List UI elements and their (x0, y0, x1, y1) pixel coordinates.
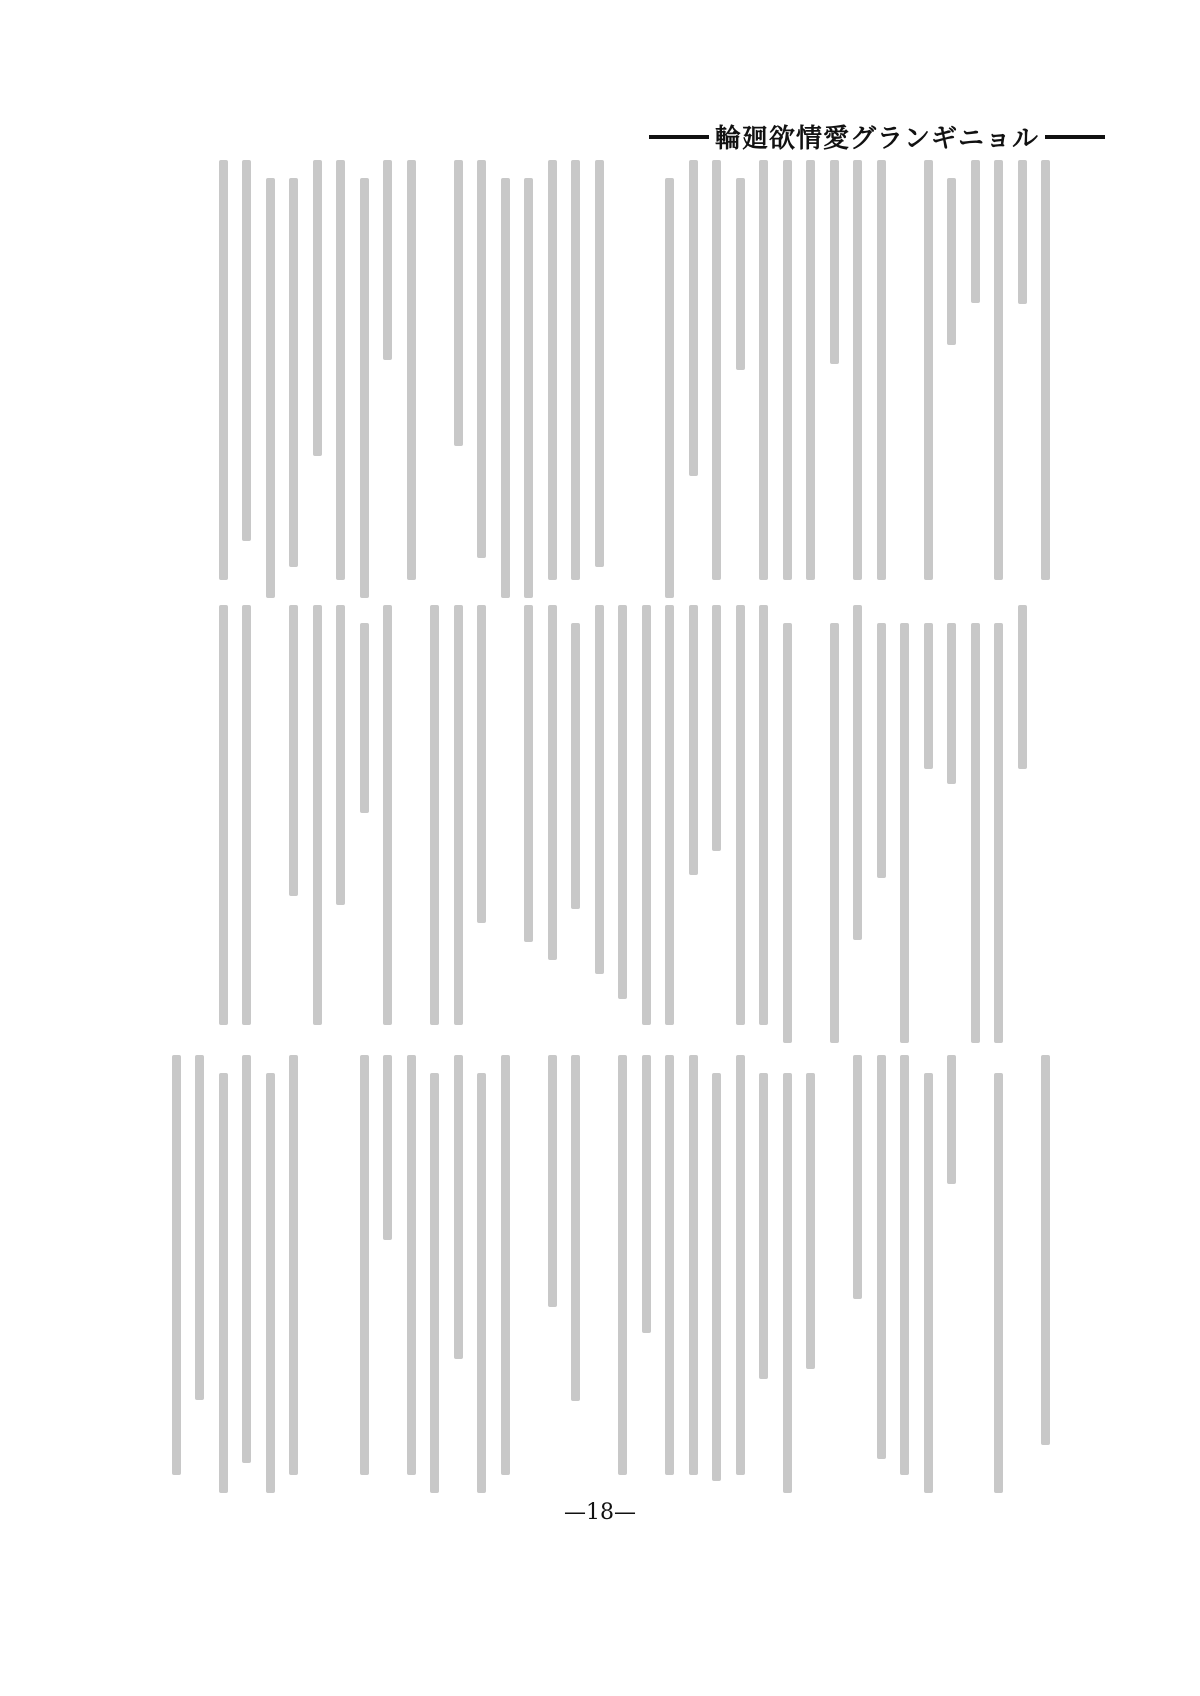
redacted-text-column (665, 178, 674, 598)
redacted-text-column (360, 623, 369, 813)
redacted-text-column (665, 605, 674, 1025)
redacted-text-column (313, 605, 322, 1025)
redacted-text-column (595, 605, 604, 974)
redacted-text-column (383, 1055, 392, 1240)
redacted-text-column (219, 160, 228, 580)
redacted-text-column (266, 1073, 275, 1493)
redacted-text-column (360, 1055, 369, 1475)
redacted-text-column (1018, 605, 1027, 769)
redacted-text-column (383, 160, 392, 360)
redacted-text-column (689, 160, 698, 476)
redacted-text-column (806, 1073, 815, 1369)
redacted-text-column (689, 1055, 698, 1475)
redacted-text-column (242, 1055, 251, 1463)
redacted-text-column (618, 1055, 627, 1475)
redacted-text-column (454, 160, 463, 446)
redacted-text-column (971, 623, 980, 1043)
redacted-text-column (994, 1073, 1003, 1493)
redacted-text-column (430, 605, 439, 1025)
redacted-text-column (759, 1073, 768, 1379)
redacted-text-column (477, 1073, 486, 1493)
redacted-text-column (853, 160, 862, 580)
redacted-text-column (759, 160, 768, 580)
redacted-text-column (454, 1055, 463, 1359)
redacted-text-column (1041, 160, 1050, 580)
redacted-text-column (853, 605, 862, 940)
redacted-text-column (571, 623, 580, 909)
redacted-text-column (830, 623, 839, 1043)
text-tier-middle (150, 605, 1050, 1035)
redacted-text-column (454, 605, 463, 1025)
title-rule-left (649, 135, 709, 139)
redacted-text-column (524, 605, 533, 942)
redacted-text-column (1018, 160, 1027, 304)
redacted-text-column (477, 605, 486, 923)
redacted-text-column (712, 1073, 721, 1481)
redacted-text-column (548, 1055, 557, 1307)
redacted-text-column (853, 1055, 862, 1299)
redacted-text-column (571, 1055, 580, 1401)
redacted-text-column (219, 605, 228, 1025)
redacted-text-column (783, 1073, 792, 1493)
redacted-text-column (501, 178, 510, 598)
redacted-text-column (877, 160, 886, 580)
redacted-text-column (642, 1055, 651, 1333)
redacted-text-column (407, 1055, 416, 1475)
redacted-text-column (665, 1055, 674, 1475)
redacted-text-column (360, 178, 369, 598)
redacted-text-column (242, 605, 251, 1025)
redacted-text-column (548, 605, 557, 960)
redacted-text-column (477, 160, 486, 558)
redacted-text-column (407, 160, 416, 580)
redacted-text-column (618, 605, 627, 999)
redacted-text-column (900, 623, 909, 1043)
redacted-text-column (219, 1073, 228, 1493)
redacted-text-column (994, 160, 1003, 580)
redacted-text-column (266, 178, 275, 598)
title-rule-right (1045, 135, 1105, 139)
redacted-text-column (195, 1055, 204, 1400)
redacted-text-column (242, 160, 251, 541)
redacted-text-column (947, 1055, 956, 1184)
redacted-text-column (947, 178, 956, 345)
redacted-text-column (430, 1073, 439, 1493)
redacted-text-column (712, 605, 721, 851)
redacted-text-column (336, 605, 345, 905)
redacted-text-column (924, 1073, 933, 1493)
redacted-text-column (924, 160, 933, 580)
redacted-text-column (877, 1055, 886, 1459)
redacted-text-column (1041, 1055, 1050, 1445)
redacted-text-column (877, 623, 886, 878)
text-tier-top (150, 160, 1050, 590)
title-text: 輪廻欲情愛グランギニョル (714, 124, 1039, 154)
redacted-text-column (383, 605, 392, 1025)
redacted-text-column (689, 605, 698, 875)
redacted-text-column (172, 1055, 181, 1475)
text-tier-bottom (150, 1055, 1050, 1485)
redacted-text-column (548, 160, 557, 580)
redacted-text-column (994, 623, 1003, 1043)
redacted-text-column (336, 160, 345, 580)
redacted-text-column (313, 160, 322, 456)
redacted-text-column (501, 1055, 510, 1475)
redacted-text-column (595, 160, 604, 567)
redacted-text-column (971, 160, 980, 303)
redacted-text-column (783, 160, 792, 580)
page-number: —18— (564, 1500, 636, 1525)
redacted-text-column (806, 160, 815, 580)
redacted-text-column (783, 623, 792, 1043)
redacted-text-column (524, 178, 533, 598)
page-title (649, 118, 1105, 155)
redacted-text-column (289, 178, 298, 567)
redacted-text-column (947, 623, 956, 784)
redacted-text-column (900, 1055, 909, 1475)
redacted-text-column (759, 605, 768, 1025)
redacted-text-column (736, 1055, 745, 1475)
redacted-text-column (736, 605, 745, 1025)
redacted-text-column (712, 160, 721, 580)
redacted-text-column (642, 605, 651, 1025)
redacted-text-column (289, 605, 298, 896)
redacted-text-column (289, 1055, 298, 1475)
redacted-text-column (830, 160, 839, 364)
redacted-text-column (571, 160, 580, 580)
redacted-text-column (736, 178, 745, 370)
redacted-text-column (924, 623, 933, 769)
